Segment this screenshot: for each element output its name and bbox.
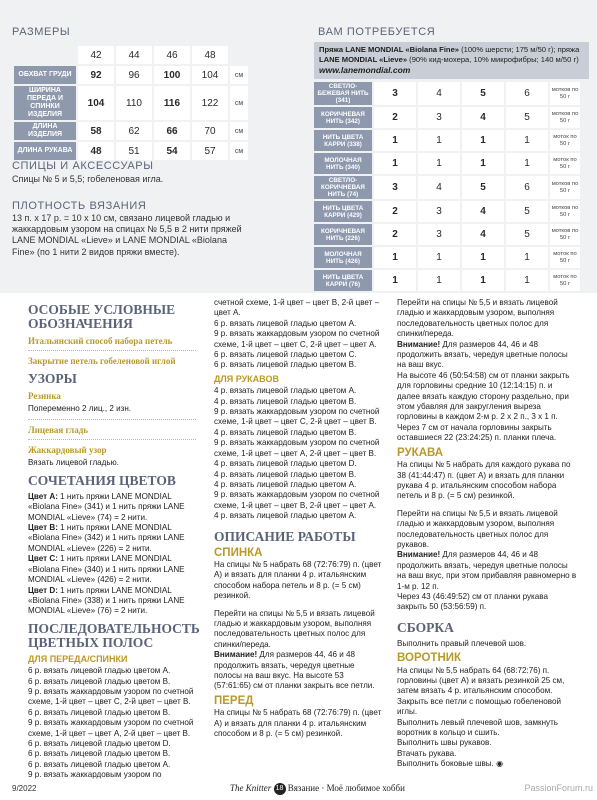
yarn-cell: 1: [418, 247, 460, 268]
yarn-cell: 1: [418, 270, 460, 291]
sizes-unit: см: [230, 122, 248, 140]
yarn-cell: 4: [418, 82, 460, 105]
yarn-cell: 3: [418, 201, 460, 222]
yarn-cell: 1: [418, 130, 460, 151]
sequence-line: 4 р. вязать лицевой гладью цветом В.: [214, 469, 357, 479]
sizes-cell: 122: [192, 86, 228, 120]
gauge-title: ПЛОТНОСТЬ ВЯЗАНИЯ: [12, 200, 147, 212]
heading-front: ПЕРЕД: [214, 694, 254, 707]
sequence-line: 6 р. вязать лицевой гладью цветом А.: [214, 318, 357, 328]
sequence-line: 9 р. вязать жаккардовым узором по счетной схеме, 1-й цвет – цвет С, 2-й цвет – цвет В.: [28, 686, 194, 707]
sizes-row: [14, 66, 248, 84]
back-text-2: Перейти на спицы № 5,5 и вязать лицевой гладью и жаккардовым узором, выполняя последовательность цветных полос для спинки/переда.: [214, 608, 375, 649]
column-left: [28, 298, 200, 781]
sizes-row: [14, 122, 248, 140]
yarn-unit: мотков по 50 г: [550, 224, 580, 245]
front-text-1: На спицы № 5 набрать 68 (72:76:79) п. (цвет А) и вязать для планки 4 р. итальянским способом и 8 р. (= 5 см) резинкой.: [214, 708, 382, 739]
yarn-cell: 4: [418, 176, 460, 199]
yarn-cell: 3: [374, 82, 416, 105]
sequence-line: 6 р. вязать лицевой гладью цветом А.: [28, 759, 171, 769]
sizes-cell: 54: [154, 142, 190, 160]
yarn-cell: 6: [506, 82, 548, 105]
yarn-name: Пряжа LANE MONDIAL «Biolana Fine»: [319, 45, 460, 54]
sleeve-text-4: Через 43 (46:49:52) см от планки рукава закрыть 50 (53:56:59) п.: [397, 591, 548, 612]
sizes-cell: 92: [78, 66, 114, 84]
needs-title: ВАМ ПОТРЕБУЕТСЯ: [318, 26, 436, 38]
sequence-line: 4 р. вязать лицевой гладью цветом А.: [214, 479, 357, 489]
front-lines: [28, 666, 196, 780]
size-header: 44: [116, 46, 152, 64]
color-description: 1 нить пряжи LANE MONDIAL «Biolana Fine» (341) и 1 нить пряжи LANE MONDIAL «Lieve» (74) = 2 нити.: [28, 491, 185, 522]
sizes-cell: 62: [116, 122, 152, 140]
pattern-jacquard-text: Вязать лицевой гладью.: [28, 458, 119, 468]
yarn-cell: 2: [374, 107, 416, 128]
front-text-4: На высоте 46 (50:54:58) см от планки закрыть для горловины средние 10 (12:14:15) п. и далее вязать каждую сторону раздельно, при этом убавляя для закругления выреза горловины в каждом 2-м р. 2 х 2 п., 3 х 1 п. Через 7 см от начала горловины закрыть оставшиеся 22 (23:24:25) п. планки плеча.: [397, 370, 570, 443]
divider: [28, 419, 196, 420]
watermark: PassionForum.ru: [524, 783, 593, 793]
yarn-row-label: НИТЬ ЦВЕТА КАРРИ (76): [314, 270, 372, 291]
sleeve-text-1: На спицы № 5 набрать для каждого рукава по 38 (41:44:47) п. (цвет А) и вязать для планки рукава 4 р. итальянским способом набора петель и 8 р. (= 5 см) резинкой.: [397, 460, 571, 501]
yarn-cell: 3: [418, 224, 460, 245]
yarn-row-label: СВЕТЛО-БЕЖЕВАЯ НИТЬ (341): [314, 82, 372, 105]
yarn-cell: 1: [506, 247, 548, 268]
brand-url: www.lanemondial.com: [319, 65, 411, 75]
pattern-jacquard-title: Жаккардовый узор: [28, 445, 107, 456]
sleeve-text-2: Перейти на спицы № 5,5 и вязать лицевой гладью и жаккардовым узором, выполняя последовательность цветных полос для рукавов.: [397, 508, 558, 549]
yarn-cell: 6: [506, 176, 548, 199]
sequence-line: 6 р. вязать лицевой гладью цветом В.: [28, 749, 171, 759]
front-text-3: [397, 340, 577, 371]
yarn-cell: 2: [374, 224, 416, 245]
sequence-line: 6 р. вязать лицевой гладью цветом D.: [28, 738, 171, 748]
size-header: 48: [192, 46, 228, 64]
sequence-line: 6 р. вязать лицевой гладью цветом С.: [214, 350, 357, 360]
sizes-cell: 100: [154, 66, 190, 84]
collar-text-1: На спицы № 5,5 набрать 64 (68:72:76) п. горловины (цвет А) и вязать резинкой 25 см, затем вязать 4 р. итальянским способом.: [397, 665, 565, 696]
heading-special: ОСОБЫЕ УСЛОВНЫЕ ОБОЗНАЧЕНИЯ: [28, 302, 176, 331]
front-text-2: Перейти на спицы № 5,5 и вязать лицевой гладью и жаккардовым узором, выполняя последовательность цветных полос для спинки/переда.: [397, 298, 558, 339]
sequence-line: 4 р. вязать лицевой гладью цветом В.: [214, 396, 357, 406]
yarn-cell: 1: [374, 270, 416, 291]
front-text-3-body: Для размеров 44, 46 и 48 продолжить вязать, чередуя цветные полосы на ваш вкус.: [397, 339, 568, 370]
yarn-row: [314, 247, 580, 268]
yarn-cell: 1: [506, 130, 548, 151]
collar-text-6: [397, 759, 577, 769]
yarn-cell: 1: [374, 153, 416, 174]
term-italian-cast-on: Итальянский способ набора петель: [28, 336, 173, 346]
yarn-name: LANE MONDIAL «Lieve»: [319, 55, 408, 64]
color-description: 1 нить пряжи LANE MONDIAL «Biolana Fine» (340) и 1 нить пряжи LANE MONDIAL «Lieve» (426) = 2 нити.: [28, 554, 185, 585]
sequence-line: 6 р. вязать лицевой гладью цветом В.: [214, 360, 357, 370]
heading-front-back: ДЛЯ ПЕРЕДА/СПИНКИ: [28, 653, 128, 664]
collar-text-3: Выполнить левый плечевой шов, замкнуть воротник в кольцо и сшить.: [397, 717, 559, 738]
yarn-row: [314, 107, 580, 128]
sleeve-lines: [214, 386, 382, 521]
yarn-row: [314, 224, 580, 245]
yarn-unit: моток по 50 г: [550, 153, 580, 174]
collar-text-2: Закрыть все петли с помощью гобеленовой иглы.: [397, 696, 561, 717]
term-tapestry-bind-off: Закрытие петель гобеленовой иглой: [28, 356, 176, 367]
yarn-cell: 2: [374, 201, 416, 222]
magazine-tagline: Вязание · Моё любимое хобби: [287, 783, 405, 794]
sequence-line: 6 р. вязать лицевой гладью цветом А.: [28, 666, 171, 676]
heading-sleeves-seq: ДЛЯ РУКАВОВ: [214, 373, 279, 384]
yarn-unit: моток по 50 г: [550, 270, 580, 291]
back-text-1: На спицы № 5 набрать 68 (72:76:79) п. (цвет А) и вязать для планки 4 р. итальянским способом набора петель и 8 р. (= 5 см) резинкой.: [214, 559, 382, 601]
sizes-row-label: ШИРИНА ПЕРЕДА И СПИНКИ ИЗДЕЛИЯ: [14, 86, 76, 120]
sleeve-text-3-body: Для размеров 44, 46 и 48 продолжить вязать, чередуя цветные полосы на ваш вкус, при этом прибавляя равномерно в 1-м р. 12 п.: [397, 550, 577, 591]
sizes-row-label: ОБХВАТ ГРУДИ: [14, 66, 76, 84]
yarn-unit: мотков по 50 г: [550, 176, 580, 199]
yarn-cell: 1: [374, 247, 416, 268]
yarn-cell: 1: [374, 130, 416, 151]
yarn-row: [314, 270, 580, 291]
sequence-line: 6 р. вязать лицевой гладью цветом В.: [28, 676, 171, 686]
assembly-text-1: Выполнить правый плечевой шов.: [397, 638, 527, 648]
sizes-cell: 57: [192, 142, 228, 160]
heading-back: СПИНКА: [214, 546, 263, 559]
sizes-cell: 51: [116, 142, 152, 160]
sizes-cell: 96: [116, 66, 152, 84]
yarn-cell: 5: [462, 82, 504, 105]
sizes-header-row: [14, 46, 248, 64]
heading-collar: ВОРОТНИК: [397, 652, 462, 665]
footer-brand: [230, 783, 405, 795]
sequence-line: 6 р. вязать лицевой гладью цветом В.: [28, 707, 171, 717]
gauge-text: 13 п. х 17 р. = 10 х 10 см, связано лицевой гладью и жаккардовым узором на спицах № 5,5 в 2 нити пряжей LANE MONDIAL «Lieve» и LANE MONDIAL «Biolana Fine» (по 1 нити 2 видов пряжи вместе).: [12, 213, 242, 257]
sizes-row: [14, 86, 248, 120]
yarn-composition: (90% кид-мохера, 10% микрофибры; 140 м/50 г): [407, 55, 579, 64]
color-description: 1 нить пряжи LANE MONDIAL «Biolana Fine» (342) и 1 нить пряжи LANE MONDIAL «Lieve» (226) = 2 нити.: [28, 523, 185, 553]
heading-work: ОПИСАНИЕ РАБОТЫ: [214, 528, 356, 544]
sequence-line: 9 р. вязать жаккардовым узором по счетной схеме, 1-й цвет – цвет В, 2-й цвет – цвет А.: [214, 490, 380, 510]
sizes-row: [14, 142, 248, 160]
yarn-cell: 1: [462, 270, 504, 291]
heading-assembly: СБОРКА: [397, 619, 454, 635]
yarn-cell: 4: [462, 201, 504, 222]
sequence-line: 9 р. вязать жаккардовым узором по счетной схеме, 1-й цвет – цвет А, 2-й цвет – цвет В.: [214, 438, 380, 458]
size-header: 46: [154, 46, 190, 64]
yarn-row-label: НИТЬ ЦВЕТА КАРРИ (338): [314, 130, 372, 151]
sequence-line: 4 р. вязать лицевой гладью цветом А.: [214, 511, 357, 521]
sequence-line: 9 р. вязать жаккардовым узором по счетной схеме, 1-й цвет – цвет С, 2-й цвет – цвет В.: [214, 407, 380, 427]
yarn-cell: 5: [506, 107, 548, 128]
sizes-cell: 104: [192, 66, 228, 84]
yarn-cell: 4: [462, 107, 504, 128]
yarn-row-label: МОЛОЧНАЯ НИТЬ (340): [314, 153, 372, 174]
color-description: 1 нить пряжи LANE MONDIAL «Biolana Fine» (338) и 1 нить пряжи LANE MONDIAL «Lieve» (76) = 2 нити.: [28, 585, 185, 616]
yarn-row: [314, 201, 580, 222]
yarn-unit: мотков по 50 г: [550, 201, 580, 222]
needles-text: Спицы № 5 и 5,5; гобеленовая игла.: [12, 174, 164, 184]
sizes-cell: 104: [78, 86, 114, 120]
yarn-row-label: СВЕТЛО-КОРИЧНЕВАЯ НИТЬ (74): [314, 176, 372, 199]
needles-title: СПИЦЫ И АКСЕССУАРЫ: [12, 160, 154, 172]
sizes-unit: см: [230, 142, 248, 160]
yarn-row-label: МОЛОЧНАЯ НИТЬ (426): [314, 247, 372, 268]
magazine-name: The Knitter: [230, 783, 272, 794]
color-name: Цвет С:: [28, 554, 58, 564]
yarn-cell: 3: [374, 176, 416, 199]
colors-list: [28, 492, 196, 617]
sequence-line: 9 р. вязать жаккардовым узором по счетной схеме, 1-й цвет – цвет А, 2-й цвет – цвет В.: [28, 718, 194, 738]
sizes-cell: 70: [192, 122, 228, 140]
attention-label: Внимание!: [397, 550, 441, 560]
back-text-3: [214, 650, 382, 692]
yarn-cell: 1: [506, 270, 548, 291]
collar-text-5: Втачать рукава.: [397, 748, 457, 758]
sizes-row-label: ДЛИНА РУКАВА: [14, 142, 76, 160]
column-right: [397, 298, 577, 770]
back-text-3-body: Для размеров 44, 46 и 48 продолжить вязать, чередуя цветные полосы на ваш вкус. На высоте 53 (57:61:65) см от планки закрыть все петли.: [214, 650, 375, 691]
page-number: 18: [274, 783, 286, 795]
sequence-line: счетной схеме, 1-й цвет – цвет В, 2-й цвет – цвет А.: [214, 298, 380, 318]
sizes-title: РАЗМЕРЫ: [12, 26, 71, 38]
attention-label: Внимание!: [397, 339, 441, 349]
color-combo: [28, 586, 196, 617]
sequence-line: 9 р. вязать жаккардовым узором по счетной схеме, 1-й цвет – цвет С, 2-й цвет – цвет А.: [214, 329, 380, 349]
yarn-row-label: НИТЬ ЦВЕТА КАРРИ (429): [314, 201, 372, 222]
sizes-unit: см: [230, 86, 248, 120]
end-mark-icon: ◉: [496, 759, 504, 769]
yarn-row: [314, 153, 580, 174]
heading-sequence: ПОСЛЕДОВАТЕЛЬНОСТЬ ЦВЕТНЫХ ПОЛОС: [28, 620, 200, 650]
yarn-info-box: [314, 42, 589, 79]
sizes-cell: 58: [78, 122, 114, 140]
yarn-unit: моток по 50 г: [550, 247, 580, 268]
yarn-cell: 1: [462, 247, 504, 268]
sequence-line: 4 р. вязать лицевой гладью цветом А.: [214, 386, 357, 396]
sizes-table: [12, 44, 250, 162]
page-footer: [0, 778, 597, 800]
yarn-row: [314, 82, 580, 105]
collar-text-6-body: Выполнить боковые швы.: [397, 759, 494, 769]
collar-text-4: Выполнить швы рукавов.: [397, 738, 492, 748]
yarn-unit: мотков по 50 г: [550, 107, 580, 128]
divider: [28, 439, 196, 440]
color-name: Цвет В:: [28, 523, 58, 533]
color-combo: [28, 523, 196, 554]
yarn-cell: 1: [418, 153, 460, 174]
yarn-row: [314, 176, 580, 199]
color-combo: [28, 492, 196, 523]
color-combo: [28, 554, 196, 585]
heading-colors: СОЧЕТАНИЯ ЦВЕТОВ: [28, 472, 176, 488]
column-middle: [214, 298, 382, 739]
yarn-cell: 5: [506, 224, 548, 245]
sizes-unit: см: [230, 66, 248, 84]
yarn-cell: 5: [506, 201, 548, 222]
yarn-unit: моток по 50 г: [550, 130, 580, 151]
sizes-cell: 66: [154, 122, 190, 140]
pattern-rib-title: Резинка: [28, 390, 61, 401]
yarn-row: [314, 130, 580, 151]
divider: [28, 350, 196, 351]
color-name: Цвет А:: [28, 491, 58, 501]
pattern-stockinette-title: Лицевая гладь: [28, 424, 89, 435]
sleeve-text-3: [397, 550, 577, 592]
yarn-cell: 3: [418, 107, 460, 128]
sizes-cell: 48: [78, 142, 114, 160]
yarn-cell: 1: [506, 153, 548, 174]
yarn-cell: 5: [462, 176, 504, 199]
yarn-unit: мотков по 50 г: [550, 82, 580, 105]
sequence-line: 9 р. вязать жаккардовым узором по: [28, 770, 162, 780]
sequence-line: 4 р. вязать лицевой гладью цветом В.: [214, 427, 357, 437]
size-header: 42: [78, 46, 114, 64]
sizes-cell: 110: [116, 86, 152, 120]
sequence-line: 4 р. вязать лицевой гладью цветом D.: [214, 459, 357, 469]
issue-date: 9/2022: [12, 784, 37, 793]
heading-sleeves: РУКАВА: [397, 446, 444, 459]
yarn-cell: 1: [462, 153, 504, 174]
yarn-cell: 1: [462, 130, 504, 151]
attention-label: Внимание!: [214, 650, 258, 660]
heading-patterns: УЗОРЫ: [28, 370, 77, 386]
yarn-cell: 4: [462, 224, 504, 245]
yarn-row-label: КОРИЧНЕВАЯ НИТЬ (226): [314, 224, 372, 245]
yarn-row-label: КОРИЧНЕВАЯ НИТЬ (342): [314, 107, 372, 128]
sequence-continued: [214, 298, 382, 371]
pattern-rib-text: Попеременно 2 лиц., 2 изн.: [28, 404, 132, 414]
color-name: Цвет D:: [28, 585, 58, 595]
yarn-table: [312, 80, 582, 293]
sizes-cell: 116: [154, 86, 190, 120]
yarn-composition: (100% шерсти; 175 м/50 г); пряжа: [459, 45, 580, 54]
sizes-row-label: ДЛИНА ИЗДЕЛИЯ: [14, 122, 76, 140]
